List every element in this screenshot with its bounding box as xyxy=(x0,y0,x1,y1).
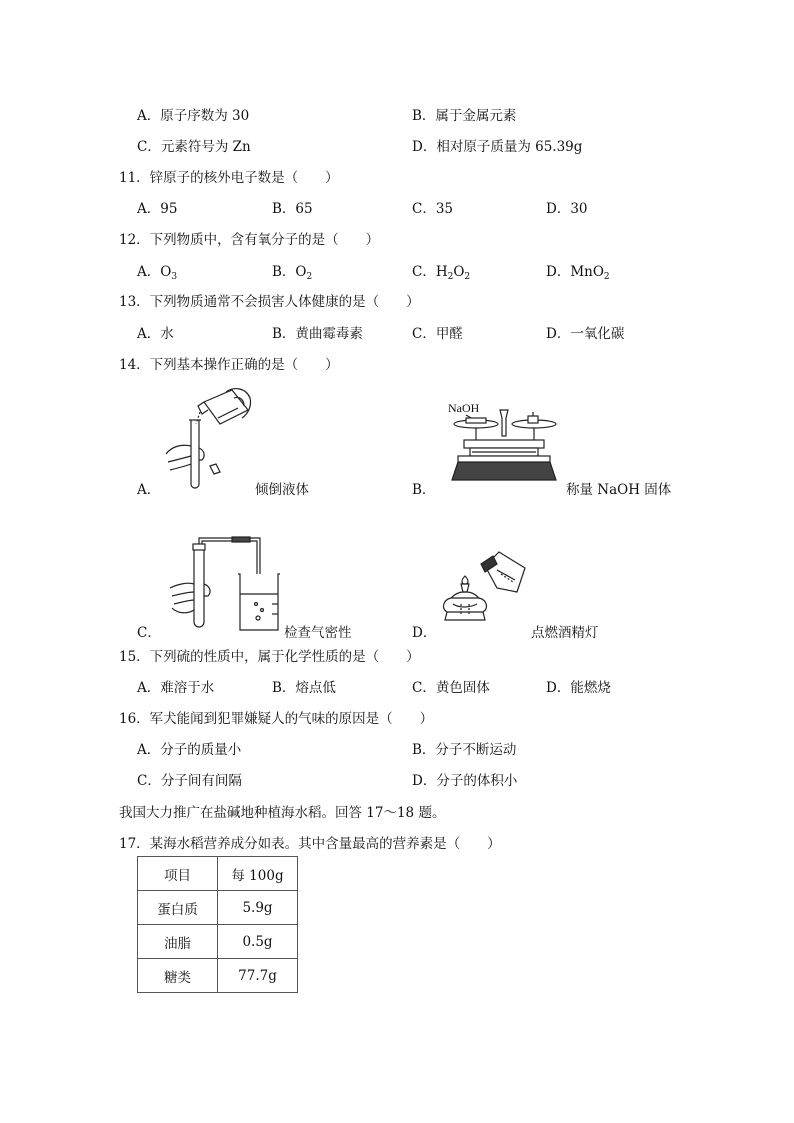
q13-stem: 13．下列物质通常不会损害人体健康的是（ ） xyxy=(119,294,420,310)
q14-option-c-caption: 检查气密性 xyxy=(284,625,352,641)
q15-option-a: A．难溶于水 xyxy=(137,680,215,696)
q10-option-c: C．元素符号为 Zn xyxy=(137,139,251,155)
table-row xyxy=(138,925,298,959)
q10-option-b: B．属于金属元素 xyxy=(412,108,517,124)
q16-option-d: D．分子的体积小 xyxy=(412,773,518,789)
q15-option-c: C．黄色固体 xyxy=(412,680,490,696)
q13-option-c: C．甲醛 xyxy=(412,326,463,342)
alcohol-lamp-figure xyxy=(437,546,531,634)
q11-option-c: C．35 xyxy=(412,201,454,217)
q11-option-b: B．65 xyxy=(272,201,313,217)
nutrition-table xyxy=(137,856,298,993)
q14-option-d-caption: 点燃酒精灯 xyxy=(531,625,599,641)
table-cell: 油脂 xyxy=(138,925,218,959)
q14-option-c-letter: C． xyxy=(137,625,161,641)
table-cell: 5.9g xyxy=(218,891,298,925)
q10-option-d: D．相对原子质量为 65.39g xyxy=(412,139,583,155)
q14-stem: 14．下列基本操作正确的是（ ） xyxy=(119,357,339,373)
q11-option-a: A．95 xyxy=(137,201,178,217)
table-row xyxy=(138,959,298,993)
q16-option-b: B．分子不断运动 xyxy=(412,742,517,758)
airtightness-figure xyxy=(168,534,282,636)
table-header-cell: 每 100g xyxy=(218,857,298,891)
table-header-cell: 项目 xyxy=(138,857,218,891)
q10-option-a: A．原子序数为 30 xyxy=(137,108,250,124)
q14-option-b-caption: 称量 NaOH 固体 xyxy=(566,482,672,498)
q14-option-a-caption: 倾倒液体 xyxy=(255,482,309,498)
q14-option-a-letter: A． xyxy=(137,482,161,498)
q12-stem: 12．下列物质中，含有氧分子的是（ ） xyxy=(119,232,380,248)
q13-option-a: A．水 xyxy=(137,326,174,342)
q15-option-b: B．熔点低 xyxy=(272,680,336,696)
q12-option-b: B．$O_2$ xyxy=(272,264,313,282)
q14-option-b-letter: B． xyxy=(412,482,436,498)
q12-option-c: C．$H_2O_2$ xyxy=(412,264,471,282)
q17-stem: 17．某海水稻营养成分如表。其中含量最高的营养素是（ ） xyxy=(119,836,501,852)
q12-option-d: D．MnO$_2$ xyxy=(546,264,610,282)
q14-option-d-letter: D． xyxy=(412,625,437,641)
balance-figure xyxy=(442,396,564,488)
pouring-liquid-figure xyxy=(160,384,255,492)
q13-option-d: D．一氧化碳 xyxy=(546,326,625,342)
intro-17-18: 我国大力推广在盐碱地种植海水稻。回答 17～18 题。 xyxy=(119,805,446,821)
naoh-label: NaOH xyxy=(448,401,480,415)
table-header-row xyxy=(138,857,298,891)
q11-option-d: D．30 xyxy=(546,201,588,217)
table-row xyxy=(138,891,298,925)
q12-option-a: A．$O_3$ xyxy=(137,264,178,282)
q16-option-a: A．分子的质量小 xyxy=(137,742,242,758)
table-cell: 蛋白质 xyxy=(138,891,218,925)
table-cell: 77.7g xyxy=(218,959,298,993)
q13-option-b: B．黄曲霉毒素 xyxy=(272,326,363,342)
q16-option-c: C．分子间有间隔 xyxy=(137,773,242,789)
q16-stem: 16．军犬能闻到犯罪嫌疑人的气味的原因是（ ） xyxy=(119,711,434,727)
table-cell: 0.5g xyxy=(218,925,298,959)
q11-stem: 11．锌原子的核外电子数是（ ） xyxy=(119,170,339,186)
q15-option-d: D．能燃烧 xyxy=(546,680,611,696)
q15-stem: 15．下列硫的性质中，属于化学性质的是（ ） xyxy=(119,649,420,665)
table-cell: 糖类 xyxy=(138,959,218,993)
